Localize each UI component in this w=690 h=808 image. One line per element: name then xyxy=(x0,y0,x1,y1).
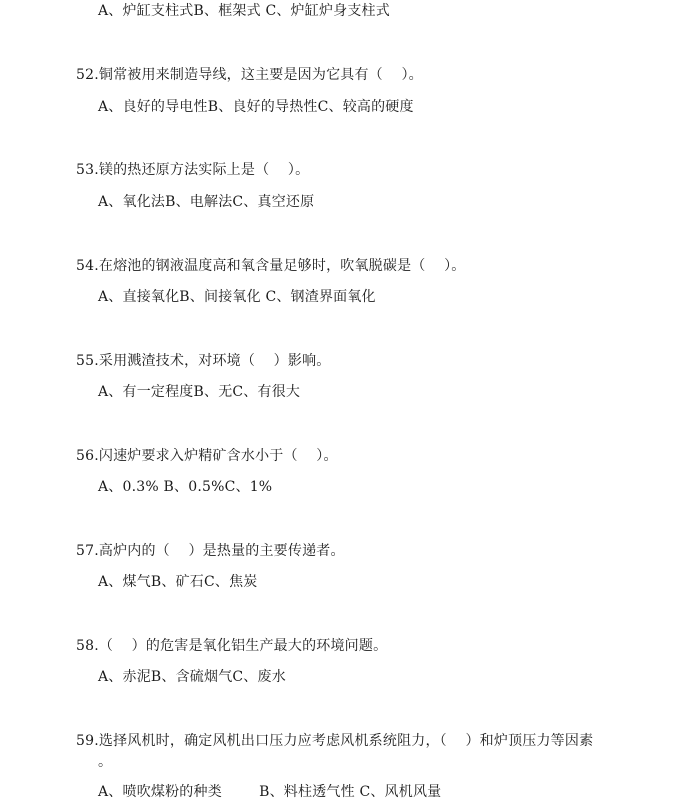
question-59-continuation: 。 xyxy=(98,754,113,770)
question-53: 53.镁的热还原方法实际上是（ ）。 xyxy=(76,162,310,178)
options-53: A、氧化法B、电解法C、真空还原 xyxy=(98,194,315,210)
options-58: A、赤泥B、含硫烟气C、废水 xyxy=(98,669,286,685)
options-54: A、直接氧化B、间接氧化 C、钢渣界面氧化 xyxy=(98,289,376,305)
question-58: 58.（ ）的危害是氧化铝生产最大的环境问题。 xyxy=(76,638,388,654)
question-54: 54.在熔池的钢液温度高和氧含量足够时，吹氧脱碳是（ ）。 xyxy=(76,258,466,274)
question-59: 59.选择风机时，确定风机出口压力应考虑风机系统阻力，（ ）和炉顶压力等因素 xyxy=(76,733,594,749)
options-57: A、煤气B、矿石C、焦炭 xyxy=(98,574,258,590)
question-57: 57.高炉内的（ ）是热量的主要传递者。 xyxy=(76,543,345,559)
options-59: A、喷吹煤粉的种类 B、料柱透气性 C、风机风量 xyxy=(98,784,442,800)
question-56: 56.闪速炉要求入炉精矿含水小于（ ）。 xyxy=(76,448,338,464)
options-55: A、有一定程度B、无C、有很大 xyxy=(98,384,301,400)
options-52: A、良好的导电性B、良好的导热性C、较高的硬度 xyxy=(98,99,414,115)
option-line: A、炉缸支柱式B、框架式 C、炉缸炉身支柱式 xyxy=(98,3,390,19)
question-55: 55.采用溅渣技术，对环境（ ）影响。 xyxy=(76,353,331,369)
options-56: A、0.3% B、0.5%C、1% xyxy=(98,479,273,495)
question-52: 52.铜常被用来制造导线，这主要是因为它具有（ ）。 xyxy=(76,67,423,83)
